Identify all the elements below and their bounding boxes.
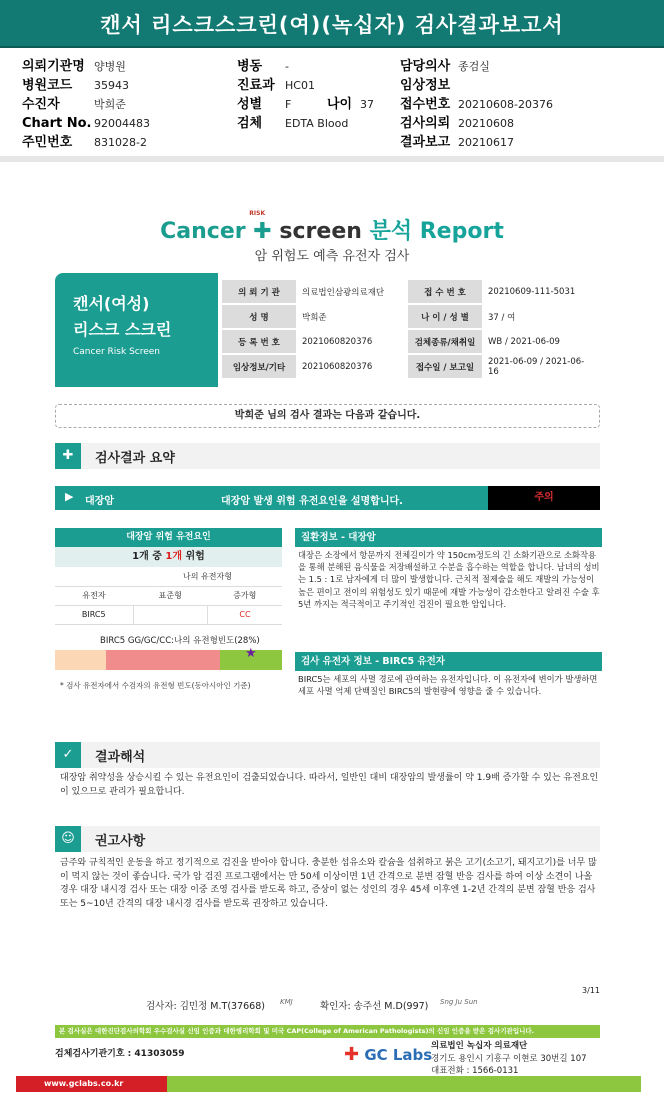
star-marker-icon: ★ [245,646,257,661]
cell-label: 접수일 / 보고일 [408,355,482,378]
cell-value: 37 / 여 [484,305,598,328]
age-value: 37 [360,98,374,111]
field-value: 박희준 [94,98,126,111]
header-col-3 [400,56,553,151]
accreditation-bar: 본 검사실은 대한진단검사의학회 우수검사실 신임 인증과 대한병리학회 및 미국 CAP(College of American Pathologists)의 신임 인증을 받은 검사기관입니다. [55,1025,600,1038]
recommendation-text: 금주와 규칙적인 운동을 하고 정기적으로 검진을 받아야 합니다. 충분한 섬유소와 칼슘을 섭취하고 붉은 고기(소고기, 돼지고기)를 너무 많이 먹지 않는 것이 좋습니다. 국가 암 검진 프로그램에서는 만 50세 이상이면 1년 간격으로 분변 잠혈 반응 검사를 하여 이상 소견이 나올 경우 대장 내시경 검사 또는 대장 이중 조영 검사를 받도록 하고, 증상이 없는 성인의 경우 45세 이후엔 1-2년 간격의 분변 잠혈 반응 검사 또는 5~10년 간격의 대장 내시경 검사를 받도록 권장하고 있습니다. [60,858,597,909]
freq-segment-gg [55,650,106,670]
ribbon-icon: ✚ RISK [249,210,272,244]
my-genotype-header: 나의 유전자형 [133,567,282,586]
cancer-screen-logo [0,210,664,245]
gene-genotype: CC [207,605,282,624]
cell-label: 임상정보/기타 [222,355,296,378]
cell-label: 의 뢰 기 관 [222,280,296,303]
cell-label: 성 명 [222,305,296,328]
freq-segment-gc [106,650,220,670]
col-increased: 증가형 [207,586,282,605]
gc-name: GC Labs [364,1046,433,1064]
count-risk-number: 1개 [165,551,183,562]
gc-line-1: 의료법인 녹십자 의료재단 [431,1041,528,1051]
field-value: 20210608-20376 [458,98,553,111]
gene-info-text: BIRC5는 세포의 사멸 경로에 관여하는 유전자입니다. 이 유전자에 변이가 발생하면 세포 사멸 억제 단백질인 BIRC5의 발현량에 영향을 줄 수 있습니다. [298,674,598,697]
count-prefix: 1개 중 [132,551,162,562]
cancer-desc: 대장암 발생 위험 유전요인을 설명합니다. [221,496,403,507]
section-recommendation [55,826,600,852]
risk-count [55,547,282,567]
field-label: 접수번호 [400,97,451,112]
logo-risk: RISK [249,210,266,217]
field-label: 주민번호 [22,135,73,150]
cell-label: 나 이 / 성 별 [408,305,482,328]
field-label: 의뢰기관명 [22,59,85,74]
clipboard-plus-icon: ✚ [55,443,81,469]
genotype-table [55,567,282,625]
clipboard-check-icon: ✓ [55,742,81,768]
gc-line-3: 대표전화 : 1566-0131 [431,1066,519,1076]
field-value: 20210608 [458,117,514,130]
logo-report: 분석 Report [369,219,504,244]
section-title: 검사결과 요약 [95,451,175,466]
doctor-icon: ☺ [55,826,81,852]
cancer-name: 대장암 [85,496,114,507]
count-suffix: 위험 [185,551,205,562]
table-row [55,605,282,624]
footer-bar [0,1076,664,1092]
logo-brand-2: screen [279,219,362,244]
field-label: 병동 [237,59,263,74]
field-label: 검체 [237,116,263,131]
table-row [222,280,598,303]
field-value: 종검실 [458,60,490,73]
field-label: 담당의사 [400,59,451,74]
patient-header [0,52,664,156]
risk-status-badge: 주의 [488,486,600,510]
section-interpretation [55,742,600,768]
cell-value: WB / 2021-06-09 [484,330,598,353]
field-value: HC01 [285,79,315,92]
field-value: EDTA Blood [285,117,349,130]
field-label: 결과보고 [400,135,451,150]
product-card [55,273,218,387]
section-title: 권고사항 [95,834,146,849]
field-label: 성별 [237,97,263,112]
exam-info-table [220,278,600,380]
table-row [55,567,282,586]
footer-green [167,1076,641,1092]
checker-sign: 확인자: 송주선 M.D(997) [320,1001,429,1012]
page-number: 3/11 [582,986,600,995]
field-value: - [285,60,289,73]
card-title-2: 리스크 스크린 [73,320,172,339]
card-subtitle: Cancer Risk Screen [73,347,161,357]
field-label: 임상정보 [400,78,451,93]
cell-value: 2021-06-09 / 2021-06-16 [484,355,598,378]
header-col-1 [22,56,150,151]
header-divider [0,156,664,162]
card-title-1: 캔서(여성) [73,294,150,313]
gene-name: BIRC5 [55,605,133,624]
field-value: F [285,98,292,111]
freq-label: BIRC5 GG/GC/CC:나의 유전형빈도(28%) [100,636,260,646]
cell-label: 검체종류/채취일 [408,330,482,353]
gc-cross-icon: ✚ [344,1044,360,1065]
gc-line-2: 경기도 용인시 기흥구 이현로 30번길 107 [431,1053,587,1064]
checker-signature-image: Sng Ju Sun [440,998,478,1006]
cancer-result-bar [55,486,600,510]
field-value: 양병원 [94,60,126,73]
field-value: 831028-2 [94,136,147,149]
cell-label: 접 수 번 호 [408,280,482,303]
field-label: Chart No. [22,116,92,131]
cell-value: 박희준 [298,305,406,328]
logo-subtitle: 암 위험도 예측 유전자 검사 [254,249,410,264]
section-summary [55,443,600,469]
risk-factor-head: 대장암 위험 유전요인 [55,528,282,547]
cell-value: 2021060820376 [298,330,406,353]
logo-brand: Cancer [160,219,246,244]
field-label: 검사의뢰 [400,116,451,131]
cell-value: 2021060820376 [298,355,406,378]
table-row [222,330,598,353]
table-row [222,305,598,328]
play-arrow-icon: ▶ [65,490,74,503]
report-title: 캔서 리스크스크린(여)(녹십자) 검사결과보고서 [0,0,664,48]
age-label: 나이 [327,97,353,112]
freq-bar [55,646,282,670]
tester-sign: 검사자: 김민정 M.T(37668) [146,1001,265,1012]
field-label: 진료과 [237,78,275,93]
header-col-2 [237,56,374,132]
gc-labs-logo [344,1044,432,1065]
col-gene: 유전자 [55,586,133,605]
table-row [55,586,282,605]
interpretation-text: 대장암 취약성을 상승시킬 수 있는 유전요인이 검출되었습니다. 따라서, 일반인 대비 대장암의 발생률이 약 1.9배 증가할 수 있는 유전요인이 있으므로 관리가 필요합니다. [60,773,599,797]
field-value: 20210617 [458,136,514,149]
tester-signature-image: KMJ [280,998,293,1006]
institution-code: 검체검사기관기호 : 41303059 [55,1049,185,1059]
cell-value: 20210609-111-5031 [484,280,598,303]
intro-text: 박희준 님의 검사 결과는 다음과 같습니다. [55,404,600,428]
freq-note: * 검사 유전자에서 수검자의 유전형 빈도(동아시아인 기준) [60,681,251,690]
col-standard: 표준형 [133,586,207,605]
section-title: 결과해석 [95,750,146,765]
table-row [222,355,598,378]
cell-label: 등 록 번 호 [222,330,296,353]
disease-info-text: 대장은 소장에서 항문까지 전체길이가 약 150cm정도의 긴 소화기관으로 소화작용을 통해 분해된 음식물을 저장배설하고 수분을 흡수하는 역할을 합니다. 남녀의 성비는 1.5 : 1로 남자에게 더 많이 발생합니다. 근치적 절제술을 해도 재발의 가능성이 높은 편이고 전이의 위험성도 있기 때문에 재발 가능성이 감소한다고 알려진 수술 후 5년 까지는 적극적이고 주기적인 검진이 필요한 암입니다. [298,550,600,609]
gene-info-head: 검사 유전자 정보 - BIRC5 유전자 [295,652,602,671]
cell-value: 의료법인삼광의료재단 [298,280,406,303]
website-link[interactable]: www.gclabs.co.kr [16,1076,167,1092]
field-value: 92004483 [94,117,150,130]
field-label: 병원코드 [22,78,73,93]
disease-info-head: 질환정보 - 대장암 [295,528,602,547]
gc-info [431,1040,587,1078]
field-label: 수진자 [22,97,60,112]
field-value: 35943 [94,79,129,92]
